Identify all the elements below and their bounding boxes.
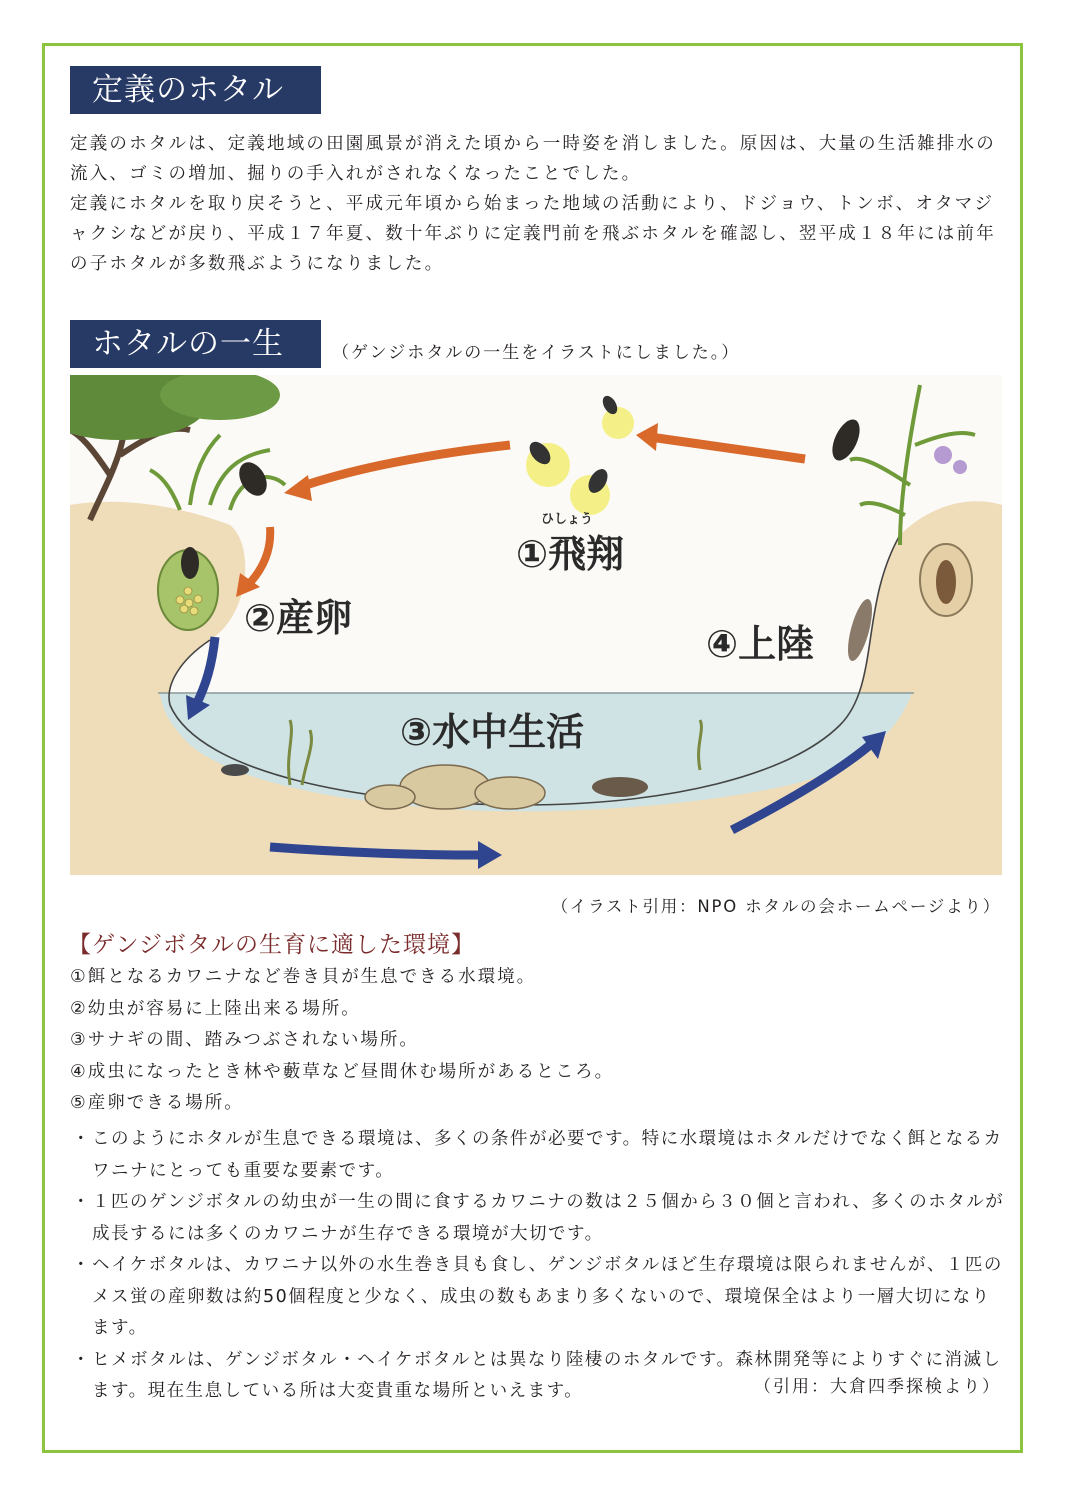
environment-heading: 【ゲンジボタルの生育に適した環境】 <box>68 932 475 958</box>
stage-label-aquatic-life: ③水中生活 <box>400 710 585 754</box>
list-item: ⑤産卵できる場所。 <box>70 1093 244 1113</box>
bullet-mark: ・ <box>72 1255 91 1275</box>
note-text: ヘイケボタルは、カワニナ以外の水生巻き貝も食し、ゲンジボタルほど生存環境は限られませんが、１匹のメス蛍の産卵数は約50個程度と少なく、成虫の数もあまり多くないので、環境保全はより一層大切になります。 <box>92 1255 1003 1338</box>
larva-in-water-icon <box>221 764 249 776</box>
list-item: ①餌となるカワニナなど巻き貝が生息できる水環境。 <box>70 967 537 987</box>
environment-conditions-list <box>70 962 1010 1120</box>
list-item: ③サナギの間、踏みつぶされない場所。 <box>70 1030 419 1050</box>
list-item <box>70 1250 1005 1345</box>
ruby-hishou: ひしょう <box>540 512 594 527</box>
firefly-glow-2-icon <box>602 407 634 439</box>
bullet-mark: ・ <box>72 1192 91 1212</box>
bullet-mark: ・ <box>72 1349 91 1370</box>
flower-icon-2 <box>953 460 967 474</box>
flower-icon <box>934 446 952 464</box>
list-item <box>70 1187 1005 1250</box>
intro-paragraph-2: 定義にホタルを取り戻そうと、平成元年頃から始まった地域の活動により、ドジョウ、トンボ、オタマジャクシなどが戻り、平成１７年夏、数十年ぶりに定義門前を飛ぶホタルを確認し、翌平成１８年には前年の子ホタルが多数飛ぶようになりました。 <box>70 194 996 274</box>
environment-notes-list <box>70 1124 1005 1408</box>
list-item: ④成虫になったとき林や藪草など昼間休む場所があるところ。 <box>70 1061 615 1082</box>
stage-label-egg-laying: ②産卵 <box>244 596 353 640</box>
citation: （引用：大倉四季探検より） <box>754 1377 1001 1397</box>
illustration-caption: （イラスト引用：NPO ホタルの会ホームページより） <box>551 897 1001 916</box>
lifecycle-note: （ゲンジホタルの一生をイラストにしました。） <box>332 343 741 363</box>
bullet-mark: ・ <box>72 1129 91 1149</box>
section-heading-lifecycle: ホタルの一生 <box>70 320 321 368</box>
note-text: このようにホタルが生息できる環境は、多くの条件が必要です。特に水環境はホタルだけでなく餌となるカワニナにとっても重要な要素です。 <box>92 1129 1003 1181</box>
note-text: １匹のゲンジボタルの幼虫が一生の間に食するカワニナの数は２５個から３０個と言われ、多くのホタルが成長するには多くのカワニナが生存できる環境が大切です。 <box>92 1192 1005 1244</box>
list-item <box>70 1124 1005 1187</box>
intro-paragraph-1: 定義のホタルは、定義地域の田園風景が消えた頃から一時姿を消しました。原因は、大量の生活雑排水の流入、ゴミの増加、掘りの手入れがされなくなったことでした。 <box>70 134 996 184</box>
stage-label-landing: ④上陸 <box>706 622 815 666</box>
firefly-lifecycle-illustration <box>70 375 1002 875</box>
list-item: ②幼虫が容易に上陸出来る場所。 <box>70 998 361 1019</box>
section-heading-teigi-hotaru: 定義のホタル <box>70 66 321 114</box>
note-text: ヒメボタルは、ゲンジボタル・ヘイケボタルとは異なり陸棲のホタルです。森林開発等によりすぐに消滅します。現在生息している所は大変貴重な場所といえます。 <box>92 1349 1002 1401</box>
larva-on-bottom-icon <box>592 777 648 797</box>
intro-text <box>70 129 1010 279</box>
stage-label-flight: ①飛翔 <box>516 532 625 576</box>
pupa-icon <box>936 560 956 604</box>
firefly-laying-eggs-icon <box>181 547 199 579</box>
